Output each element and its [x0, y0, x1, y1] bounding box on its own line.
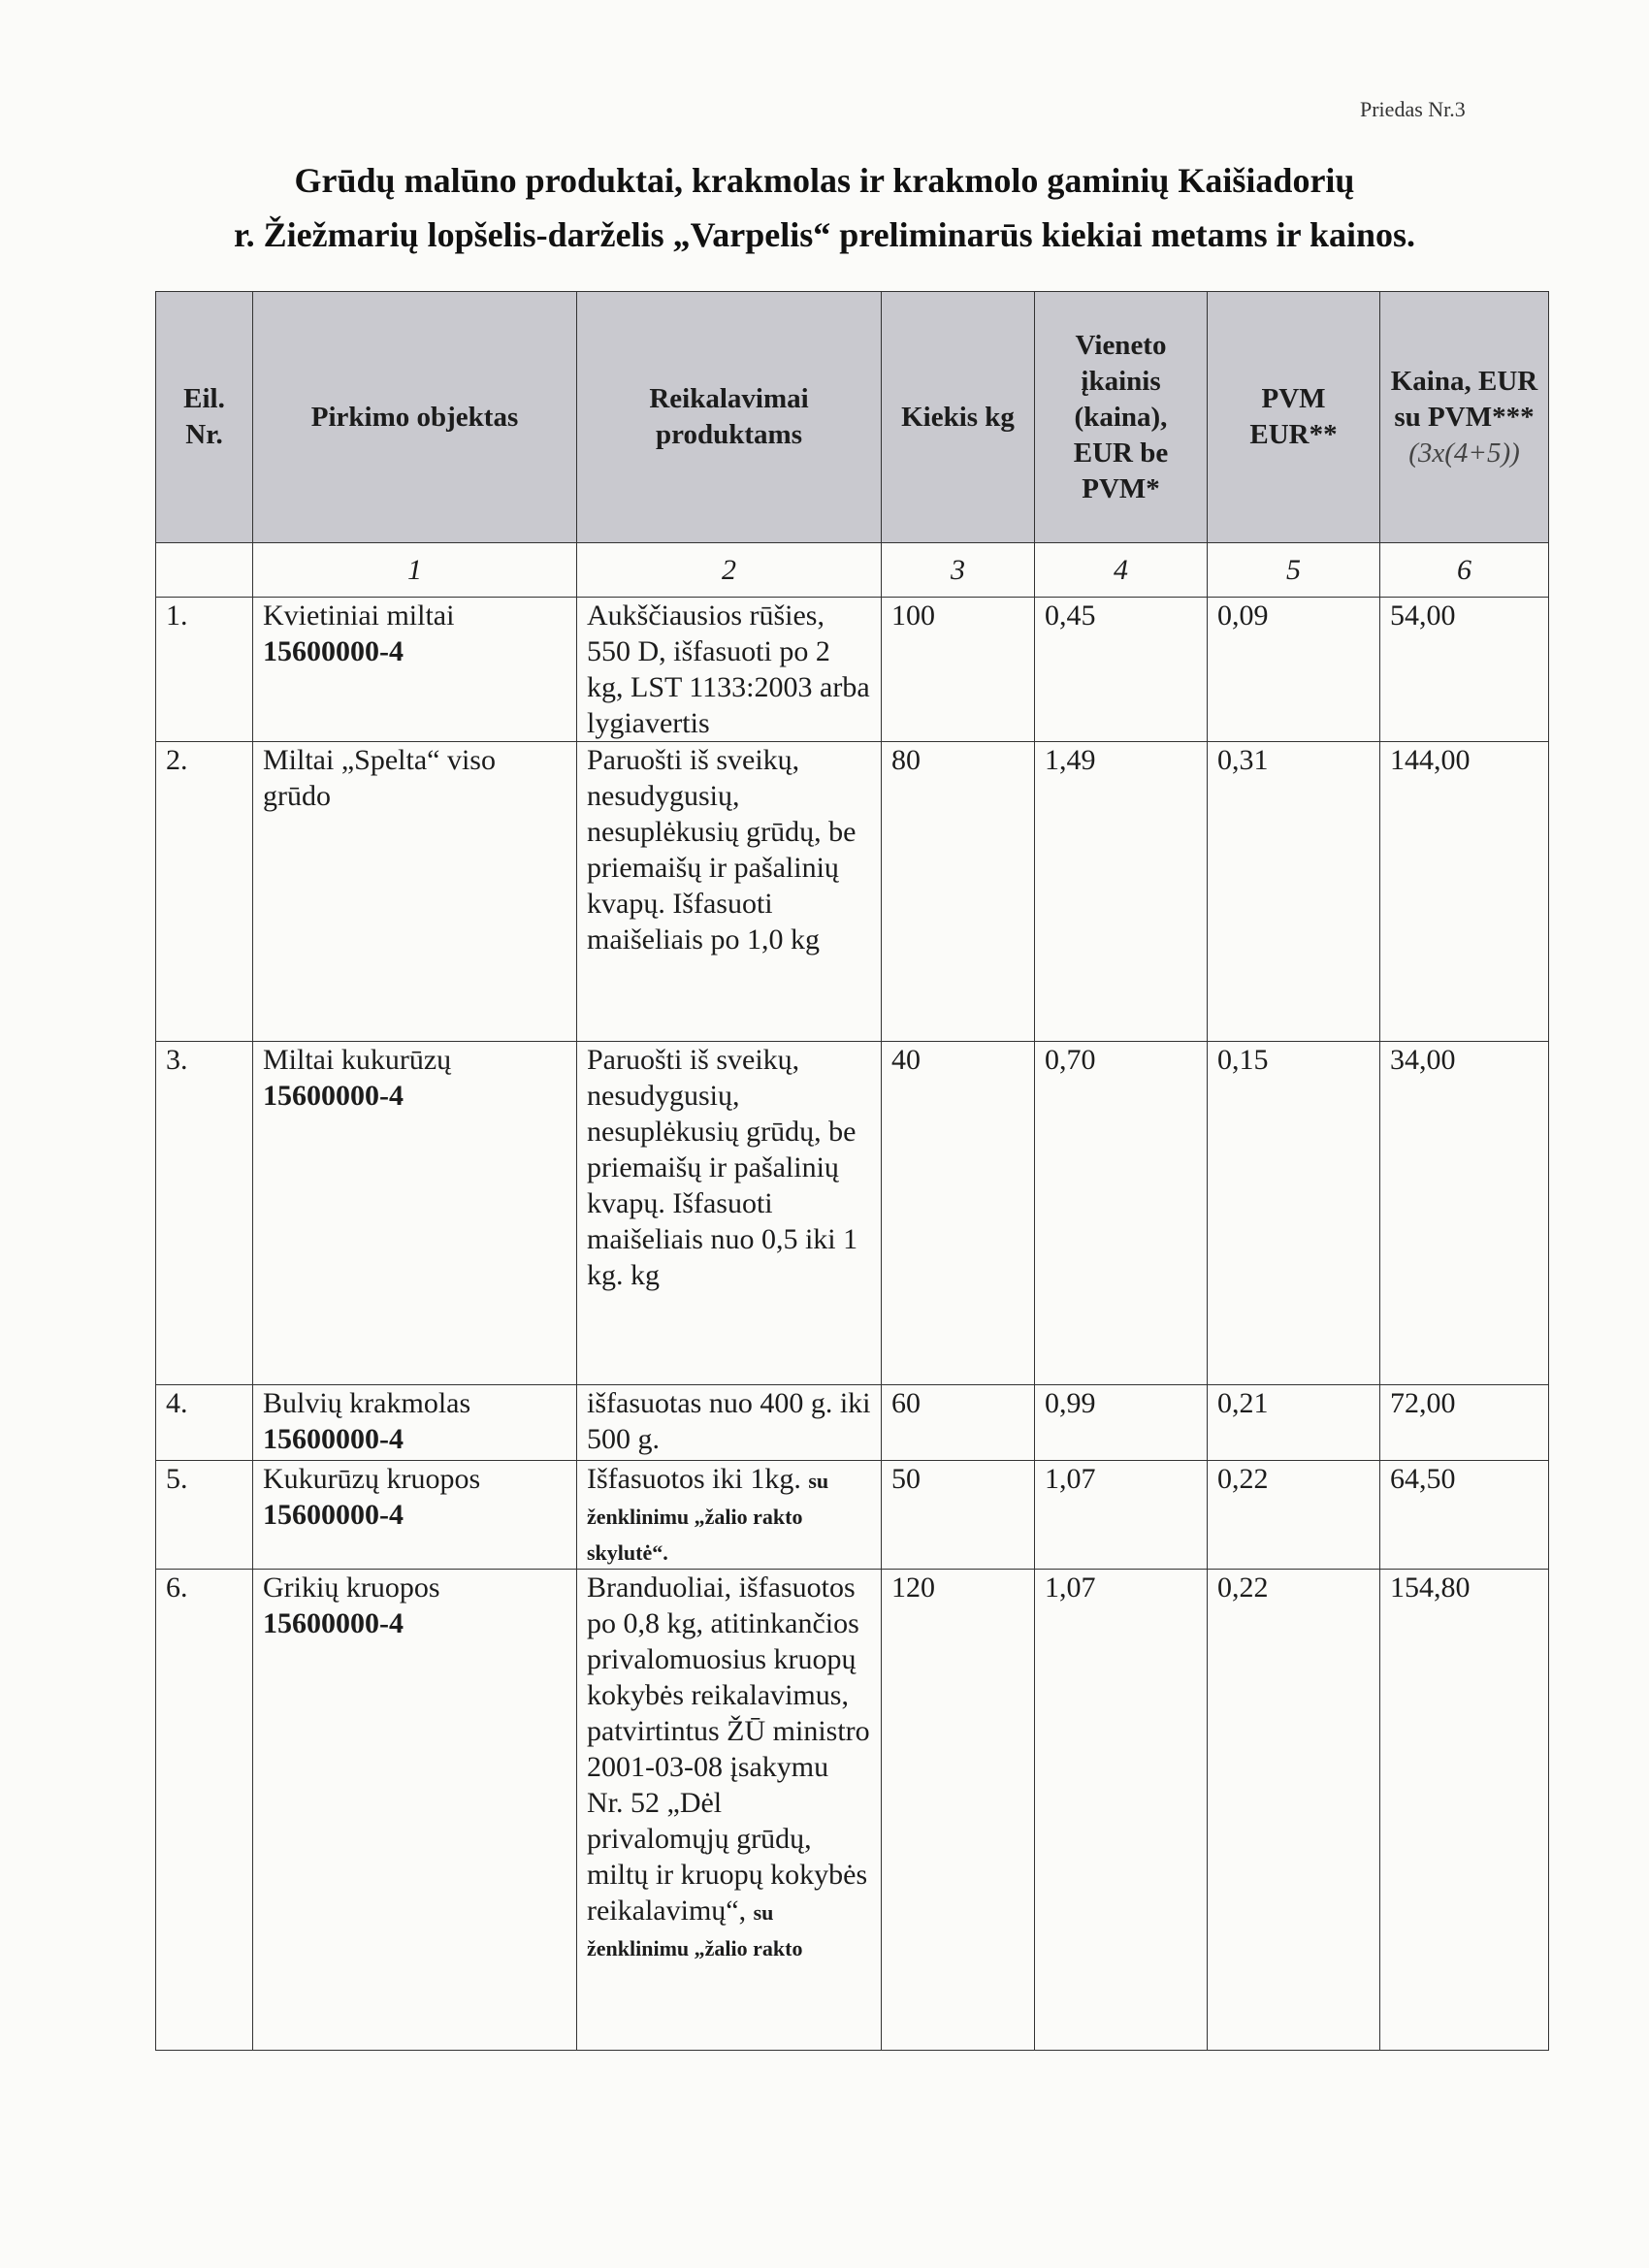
header-price-label: Kaina, EUR su PVM*** [1390, 365, 1538, 433]
header-object: Pirkimo objektas [253, 292, 577, 543]
row-qty: 50 [882, 1461, 1035, 1570]
header-row [156, 292, 1549, 543]
row-object [253, 1570, 577, 2051]
row-name: Bulvių krakmolas [263, 1387, 471, 1419]
col-num-3: 3 [882, 543, 1035, 598]
column-number-row [156, 543, 1549, 598]
price-table [155, 291, 1549, 2051]
col-num-4: 4 [1035, 543, 1208, 598]
row-price: 72,00 [1380, 1385, 1549, 1461]
row-vat: 0,21 [1208, 1385, 1380, 1461]
annex-label: Priedas Nr.3 [1360, 97, 1466, 121]
row-no: 5. [156, 1461, 253, 1570]
table-row [156, 742, 1549, 1042]
row-name: Grikių kruopos [263, 1571, 440, 1604]
header-qty: Kiekis kg [882, 292, 1035, 543]
col-num-5: 5 [1208, 543, 1380, 598]
row-object [253, 1042, 577, 1385]
col-num-empty [156, 543, 253, 598]
row-vat: 0,09 [1208, 598, 1380, 742]
row-unit-price: 1,49 [1035, 742, 1208, 1042]
row-price: 154,80 [1380, 1570, 1549, 2051]
header-vat: PVM EUR** [1208, 292, 1380, 543]
header-no: Eil. Nr. [156, 292, 253, 543]
header-unit-price: Vieneto įkainis (kaina), EUR be PVM* [1035, 292, 1208, 543]
row-requirements [577, 1570, 882, 2051]
row-unit-price: 0,99 [1035, 1385, 1208, 1461]
row-req-note: su ženklinimu „žalio rakto skylutė“. [587, 1469, 829, 1565]
row-unit-price: 0,70 [1035, 1042, 1208, 1385]
row-qty: 120 [882, 1570, 1035, 2051]
row-object [253, 1461, 577, 1570]
row-req-note: su ženklinimu „žalio rakto [587, 1900, 803, 1960]
row-qty: 80 [882, 742, 1035, 1042]
row-vat: 0,15 [1208, 1042, 1380, 1385]
row-qty: 40 [882, 1042, 1035, 1385]
row-requirements: Aukščiausios rūšies, 550 D, išfasuoti po 2 kg, LST 1133:2003 arba lygiavertis [577, 598, 882, 742]
row-code: 15600000-4 [263, 1499, 404, 1531]
row-name: Kukurūzų kruopos [263, 1463, 481, 1495]
row-no: 6. [156, 1570, 253, 2051]
row-object [253, 1385, 577, 1461]
row-requirements [577, 1461, 882, 1570]
header-price-formula: (3x(4+5)) [1408, 437, 1520, 469]
title-line-2: r. Žiežmarių lopšelis-darželis „Varpelis“ preliminarūs kiekiai metams ir kainos. [233, 215, 1416, 254]
row-requirements: Paruošti iš sveikų, nesudygusių, nesuplėkusių grūdų, be priemaišų ir pašalinių kvapų. Išfasuoti maišeliais nuo 0,5 iki 1 kg. kg [577, 1042, 882, 1385]
row-req-text: Išfasuotos iki 1kg. [587, 1463, 801, 1495]
table-row [156, 1461, 1549, 1570]
col-num-1: 1 [253, 543, 577, 598]
row-requirements: išfasuotas nuo 400 g. iki 500 g. [577, 1385, 882, 1461]
table-row [156, 1385, 1549, 1461]
row-vat: 0,22 [1208, 1570, 1380, 2051]
row-code: 15600000-4 [263, 1080, 404, 1112]
row-unit-price: 0,45 [1035, 598, 1208, 742]
row-no: 1. [156, 598, 253, 742]
row-price: 64,50 [1380, 1461, 1549, 1570]
row-no: 3. [156, 1042, 253, 1385]
row-no: 4. [156, 1385, 253, 1461]
title-line-1: Grūdų malūno produktai, krakmolas ir krakmolo gaminių Kaišiadorių [294, 161, 1355, 200]
row-code: 15600000-4 [263, 1423, 404, 1455]
row-object [253, 598, 577, 742]
col-num-2: 2 [577, 543, 882, 598]
row-requirements: Paruošti iš sveikų, nesudygusių, nesuplėkusių grūdų, be priemaišų ir pašalinių kvapų. Išfasuoti maišeliais po 1,0 kg [577, 742, 882, 1042]
row-qty: 100 [882, 598, 1035, 742]
row-req-text: Branduoliai, išfasuotos po 0,8 kg, atitinkančios privalomuosius kruopų kokybės reikalavimus, patvirtintus ŽŪ ministro 2001-03-08 įsakymu Nr. 52 „Dėl privalomųjų grūdų, miltų ir kruopų kokybės reikalavimų“, [587, 1571, 870, 1927]
row-no: 2. [156, 742, 253, 1042]
table-row [156, 598, 1549, 742]
table-row [156, 1042, 1549, 1385]
col-num-6: 6 [1380, 543, 1549, 598]
row-name: Miltai kukurūzų [263, 1044, 452, 1076]
row-unit-price: 1,07 [1035, 1461, 1208, 1570]
row-unit-price: 1,07 [1035, 1570, 1208, 2051]
row-code: 15600000-4 [263, 1607, 404, 1639]
row-qty: 60 [882, 1385, 1035, 1461]
document-title [155, 153, 1494, 262]
header-price [1380, 292, 1549, 543]
header-requirements: Reikalavimai produktams [577, 292, 882, 543]
row-vat: 0,22 [1208, 1461, 1380, 1570]
table-row [156, 1570, 1549, 2051]
row-object [253, 742, 577, 1042]
row-price: 54,00 [1380, 598, 1549, 742]
row-vat: 0,31 [1208, 742, 1380, 1042]
row-price: 34,00 [1380, 1042, 1549, 1385]
row-price: 144,00 [1380, 742, 1549, 1042]
row-name: Kvietiniai miltai [263, 599, 455, 632]
row-name: Miltai „Spelta“ viso grūdo [263, 744, 496, 812]
row-code: 15600000-4 [263, 635, 404, 667]
